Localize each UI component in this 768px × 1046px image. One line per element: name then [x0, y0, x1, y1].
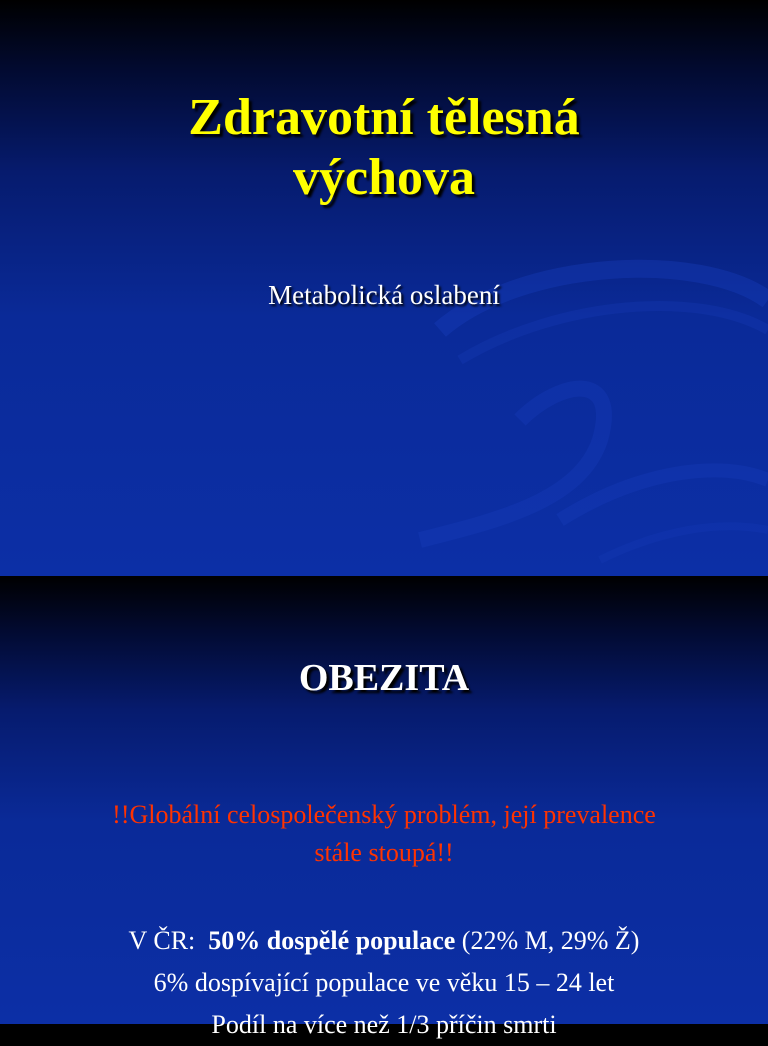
stat1-suffix: (22% M, 29% Ž) — [461, 926, 640, 955]
slide-title-heading — [0, 88, 768, 208]
stat1-bold: 50% dospělé populace — [208, 926, 456, 955]
title-line-2: výchova — [293, 149, 475, 206]
stat-line-1 — [0, 920, 768, 962]
statistics-block — [0, 920, 768, 1046]
stat1-prefix: V ČR: — [128, 926, 196, 955]
warning-text — [60, 796, 708, 872]
warning-line-2: stále stoupá!! — [314, 838, 454, 867]
slide-obezita — [0, 576, 768, 1039]
slide-heading-obezita: OBEZITA — [298, 657, 470, 699]
warning-line-1: !!Globální celospolečenský problém, její prevalence — [112, 800, 656, 829]
stat-line-2: 6% dospívající populace ve věku 15 – 24 let — [153, 968, 615, 997]
stat-line-3: Podíl na více než 1/3 příčin smrti — [211, 1010, 557, 1039]
title-line-1: Zdravotní tělesná — [188, 89, 580, 146]
slide-subtitle: Metabolická oslabení — [268, 280, 500, 310]
